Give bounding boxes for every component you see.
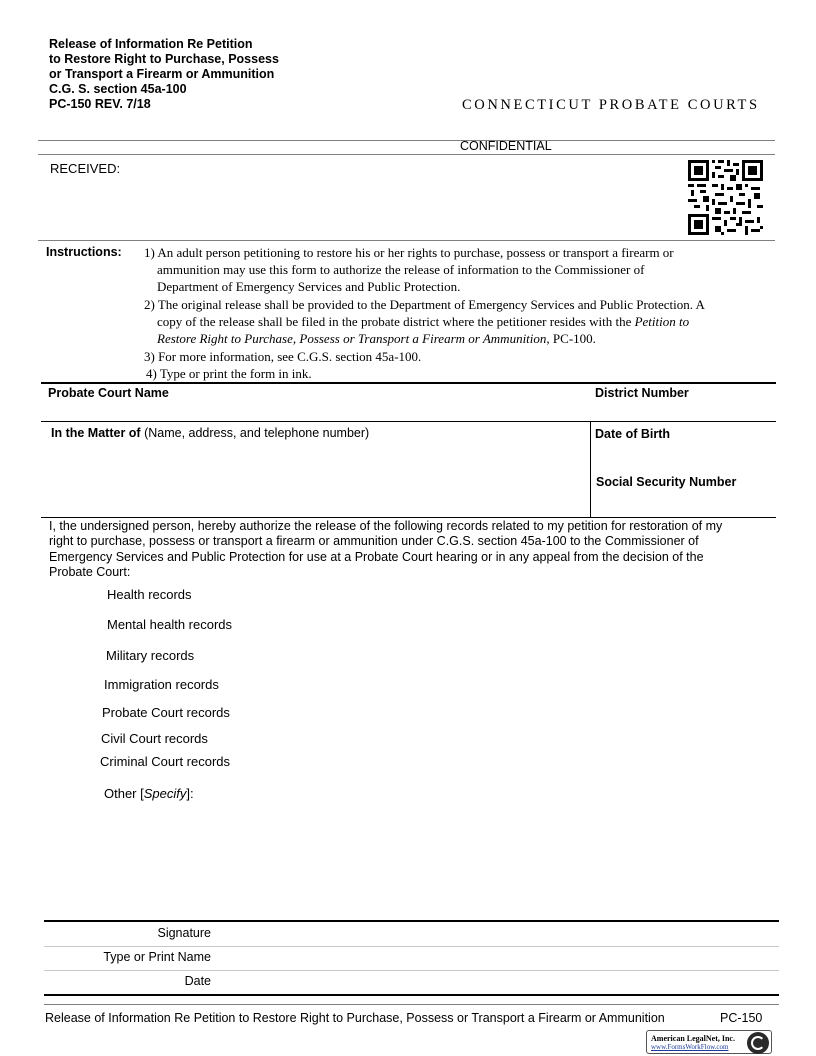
received-label: RECEIVED: <box>50 161 121 176</box>
authorization-line: Emergency Services and Public Protection for use at a Probate Court hearing or in any appeal from the decision of the <box>49 549 704 564</box>
divider <box>41 421 776 422</box>
record-option-criminal-court[interactable]: Criminal Court records <box>100 754 231 769</box>
divider <box>41 517 776 518</box>
instructions-label: Instructions: <box>46 245 122 259</box>
form-title-reference: Petition to <box>634 314 690 329</box>
authorization-line: Probate Court: <box>49 564 131 579</box>
court-name-heading: CONNECTICUT PROBATE COURTS <box>462 97 760 113</box>
footer-form-title: Release of Information Re Petition to Restore Right to Purchase, Possess or Transport a Firearm or Ammunition <box>45 1011 665 1025</box>
record-option-health[interactable]: Health records <box>107 587 192 602</box>
qr-code-icon <box>688 160 763 235</box>
other-label: Other [ <box>104 786 144 801</box>
record-option-other[interactable] <box>104 786 194 801</box>
date-of-birth-label: Date of Birth <box>595 427 670 441</box>
publisher-link[interactable]: www.FormsWorkFlow.com <box>651 1043 729 1051</box>
publisher-logo-icon <box>747 1032 769 1054</box>
instruction-text: copy of the release shall be filed in the probate district where the petitioner resides with the <box>157 314 635 329</box>
in-the-matter-of-label <box>51 426 369 440</box>
form-title-line: or Transport a Firearm or Ammunition <box>49 67 275 81</box>
form-number-revision: PC-150 REV. 7/18 <box>49 97 151 111</box>
instruction-item-1 <box>144 244 674 261</box>
publisher-logo[interactable] <box>646 1030 772 1054</box>
record-option-probate-court[interactable]: Probate Court records <box>102 705 230 720</box>
record-option-civil-court[interactable]: Civil Court records <box>101 731 208 746</box>
authorization-statement <box>49 519 767 580</box>
divider <box>44 994 779 996</box>
other-label-suffix: ]: <box>186 786 194 801</box>
footer-divider <box>44 1004 779 1005</box>
footer-form-number: PC-150 <box>720 1011 763 1025</box>
form-title <box>49 37 339 112</box>
authorization-line: right to purchase, possess or transport a firearm or ammunition under C.G.S. section 45a-100 to the Commissioner of <box>49 534 699 549</box>
signature-line[interactable] <box>44 946 779 947</box>
form-title-reference: Restore Right to Purchase, Possess or Transport a Firearm <box>157 331 469 346</box>
name-line[interactable] <box>44 970 779 971</box>
signature-label: Signature <box>157 926 211 940</box>
district-number-label: District Number <box>595 386 689 400</box>
ssn-label: Social Security Number <box>596 475 737 489</box>
instruction-text <box>157 313 689 330</box>
divider <box>38 154 775 155</box>
instruction-item-3: 3) For more information, see C.G.S. section 45a-100. <box>144 349 422 364</box>
date-label: Date <box>184 974 211 988</box>
record-option-military[interactable]: Military records <box>106 648 195 663</box>
statute-reference: C.G. S. section 45a-100 <box>49 82 187 96</box>
probate-court-name-label: Probate Court Name <box>48 386 169 400</box>
divider <box>38 140 775 141</box>
in-the-matter-of-hint: (Name, address, and telephone number) <box>144 426 370 440</box>
instruction-item-4: 4) Type or print the form in ink. <box>146 366 312 381</box>
form-title-line: to Restore Right to Purchase, Possess <box>49 52 279 66</box>
record-option-mental-health[interactable]: Mental health records <box>107 617 233 632</box>
publisher-name: American LegalNet, Inc. <box>651 1034 735 1043</box>
form-number-reference: , PC-100. <box>546 331 596 346</box>
form-title-reference: or Ammunition <box>468 331 547 346</box>
type-or-print-name-label: Type or Print Name <box>103 950 211 964</box>
record-option-immigration[interactable]: Immigration records <box>104 677 219 692</box>
instruction-text <box>157 330 596 347</box>
divider <box>41 382 776 384</box>
form-title-line: Release of Information Re Petition <box>49 37 253 51</box>
other-specify-label: Specify <box>143 786 187 801</box>
authorization-line: I, the undersigned person, hereby authorize the release of the following records related to my petition for restoration of my <box>49 519 723 533</box>
instruction-text: Department of Emergency Services and Public Protection. <box>157 279 461 294</box>
in-the-matter-of-text: In the Matter of <box>51 426 145 440</box>
instruction-text: ammunition may use this form to authorize the release of information to the Commissioner of <box>157 262 645 277</box>
column-divider <box>590 421 591 518</box>
divider <box>38 240 775 241</box>
instruction-text: 1) An adult person petitioning to restore his or her rights to purchase, possess or transport a firearm or <box>144 245 674 260</box>
instruction-item-2: 2) The original release shall be provided to the Department of Emergency Services and Public Protection. A <box>144 297 705 312</box>
confidential-label: CONFIDENTIAL <box>460 139 552 153</box>
divider <box>44 920 779 922</box>
